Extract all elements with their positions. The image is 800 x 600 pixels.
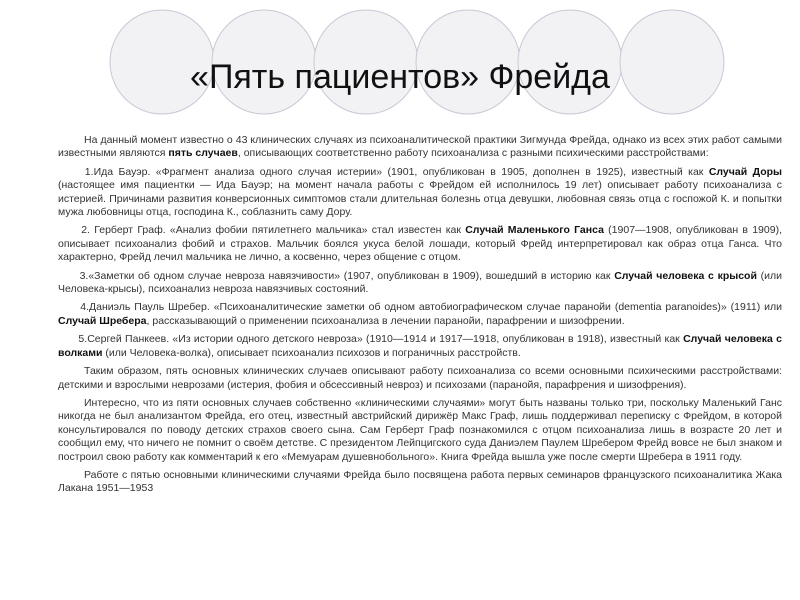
- case-number: 4.: [80, 301, 90, 314]
- case-name: Случай человека с крысой: [614, 269, 757, 282]
- case-item: [58, 333, 782, 360]
- intro-paragraph: [58, 134, 782, 161]
- intro-text-end: , описывающих соответственно работу психоанализа с разными психическими расстройствами:: [237, 147, 709, 160]
- intro-text: На данный момент известно о 43 клинических случаях из психоаналитической практики Зигмунда Фрейда, однако из всех этих работ самыми известными являются: [58, 134, 782, 160]
- case-text-end: (1907—1908, опубликован в 1909), описывает психоанализ фобий и страхов. Мальчик боялся укуса белой лошади, который Фрейд интерпретировал как образ отца Ганса. Что характерно, Фрейд лечил мальчика не лично, а косвенно, через общение с отцом.: [58, 224, 782, 264]
- case-item: [58, 270, 782, 297]
- case-name: Случай Маленького Ганса: [465, 224, 604, 237]
- case-text-end: (или Человека-волка), описывает психоанализ психозов и пограничных расстройств.: [102, 346, 521, 359]
- case-text: Ида Бауэр. «Фрагмент анализа одного случая истерии» (1901, опубликован в 1905, дополнен в 1925), известный как: [93, 165, 709, 178]
- case-text: Даниэль Пауль Шребер. «Психоаналитические заметки об одном автобиографическом случае паранойи (dementia paranoides)» (1911) или: [89, 301, 782, 314]
- slide-title: «Пять пациентов» Фрейда: [190, 58, 610, 96]
- case-number: 3.: [79, 269, 89, 282]
- case-name: Случай человека с волками: [58, 333, 783, 359]
- case-name: Случай Доры: [708, 165, 782, 178]
- case-text-end: , рассказывающий о применении психоанализа в лечении паранойи, парафрении и шизофрении.: [146, 314, 625, 327]
- case-text-end: (настоящее имя пациентки — Ида Бауэр; на момент начала работы с Фрейдом ей исполнилось 19 лет) описывает работу психоанализа с истерией. Причинами развития конверсионных симптомов стали длительная болезнь отца девушки, любовная связь отца с госпожой К. и попытки мужа любовницы отца, господина К., соблазнить саму Дору.: [58, 179, 782, 219]
- case-number: 2.: [81, 224, 91, 237]
- intro-bold: пять случаев: [168, 147, 238, 160]
- case-text: Сергей Панкеев. «Из истории одного детского невроза» (1910—1914 и 1917—1918, опубликован в 1918), известный как: [87, 333, 684, 346]
- case-text-end: (или Человека-крысы), психоанализ невроза навязчивых состояний.: [58, 269, 782, 296]
- case-text: «Заметки об одном случае невроза навязчивости» (1907, опубликован в 1909), вошедший в историю как: [88, 269, 615, 282]
- lacan-paragraph: Работе с пятью основными клиническими случаями Фрейда было посвящена работа первых семинаров французского психоаналитика Жака Лакана 1951—1953: [58, 468, 782, 495]
- case-item: [58, 224, 782, 264]
- interest-paragraph: Интересно, что из пяти основных случаев собственно «клиническими случаями» могут быть названы только три, поскольку Маленький Ганс никогда не был анализантом Фрейда, его отец, известный австрийский дирижёр Макс Граф, лишь поддерживал переписку с Фрейдом, в которой консультировался по поводу детских страхов своего сына. Сам Герберт Граф познакомился с отцом психоанализа лишь в возрасте 20 лет и сообщил ему, что ничего не помнит о своём детстве. С президентом Лейпцигского суда Даниэлем Паулем Шребером Фрейд вовсе не был знаком и построил свою работу как комментарий к его «Мемуарам душевнобольного». Книга Фрейда вышла уже после смерти Шребера в 1911 году.: [58, 396, 782, 463]
- case-number: 1.: [84, 165, 94, 178]
- case-number: 5.: [78, 333, 88, 346]
- summary-paragraph: Таким образом, пять основных клинических случаев описывают работу психоанализа со всеми основными психическими расстройствами: детскими и взрослыми неврозами (истерия, фобия и обсессивный невроз) и психозами (паранойя, парафрения и шизофрения).: [58, 365, 782, 391]
- case-item: [58, 301, 782, 328]
- case-name: Случай Шребера: [58, 314, 147, 327]
- case-text: Герберт Граф. «Анализ фобии пятилетнего мальчика» стал известен как: [90, 224, 466, 237]
- case-item: [58, 166, 782, 220]
- slide-body: [58, 134, 782, 501]
